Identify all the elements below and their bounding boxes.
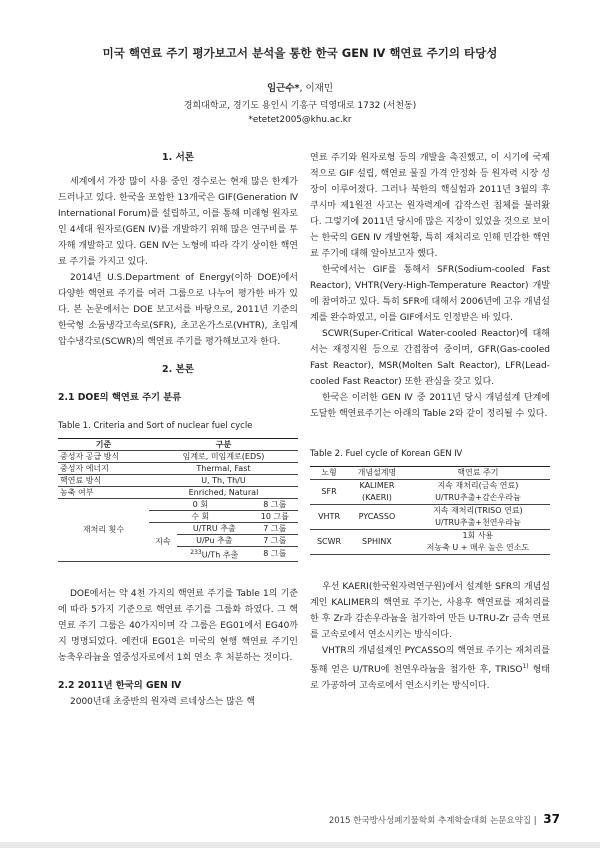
table2-cell: SFR	[310, 480, 348, 505]
paper-title: 미국 핵연료 주기 평가보고서 분석을 통한 한국 GEN Ⅳ 핵연료 주기의 타당성	[102, 46, 498, 60]
table1-cell: Enriched, Natural	[149, 487, 298, 499]
table1-cell: 8 그룹	[252, 547, 298, 562]
table2-header: 노형	[310, 467, 348, 480]
paragraph-right-1: 연료 주기와 원자로형 등의 개발을 촉진했고, 이 시기에 국제적으로 GIF 설립, 핵연료 물질 가격 안정화 등 원자력 시장 성장이 이루어졌다. 그러나 북한의 핵실험과 2011년 3월의 후쿠시마 제1원전 사고는 원자력계에 갑작스런 침체를 불러왔다. 그렇기에 2011년 당시에 많은 지장이 있었을 것으로 보이는 한국의 GEN Ⅳ 개발현황, 특히 재처리로 인해 민감한 핵연료 주기에 대해 알아보고자 했다.	[310, 153, 550, 259]
paragraph-intro-2: 2014년 U.S.Department of Energy(이하 DOE)에서 다양한 핵연료 주기를 여러 그룹으로 나누어 평가한 바가 있다. 본 논문에서는 DOE 보고서를 바탕으로, 2011년 기준의 한국형 소듐냉각고속로(SFR), 초고온가스로(VHTR), 초임계압수냉각로(SCWR)의 핵연료 주기를 평가해보고자 한다.	[58, 273, 298, 347]
table2-cell: 지속 재처리(TRISO 연료) U/TRU추출+천연우라늄	[406, 505, 550, 530]
table1-cell: 핵연료 방식	[58, 475, 149, 487]
table2-cell: 1회 사용 저농축 U + 매우 높은 연소도	[406, 530, 550, 555]
table-1	[58, 438, 298, 562]
heading-intro: 1. 서론	[162, 152, 194, 163]
page-number: 37	[543, 812, 560, 826]
paragraph-doe: DOE에서는 약 4천 가지의 핵연료 주기를 Table 1의 기준에 따라 5가지 기준으로 핵연료 주기를 그룹화 하였다. 그 핵연료 주기 그룹은 40가지이며 각 그룹은 EG01에서 EG40까지 명명되었다. 예컨대 EG01은 미국의 현행 핵연료 주기인 농축우라늄을 열중성자로에서 1회 연소 후 처분하는 것이다.	[58, 588, 298, 663]
footer-separator: |	[533, 816, 537, 826]
table1-cell: 중성자 에너지	[58, 463, 149, 475]
paragraph-intro-1: 세계에서 가장 많이 사용 중인 경수로는 현재 많은 한계가 드러나고 있다. 한국을 포함한 13개국은 GIF(Generation Ⅳ International Forum)를 설립하고, 이를 통해 미래형 원자로인 4세대 원자로(GEN Ⅳ)를 개발하기 위해 많은 연구비를 투자해 개발하고 있다. GEN Ⅳ는 노형에 따라 각기 상이한 핵연료 주기를 가지고 있다.	[58, 177, 298, 267]
table2-caption: Table 2. Fuel cycle of Korean GEN Ⅳ	[310, 449, 463, 459]
table1-header-sort: 구분	[149, 439, 298, 451]
table1-cell: 7 그룹	[252, 535, 298, 547]
table1-cell: 수 회	[149, 511, 252, 523]
table1-cell: $^{233}$U/Th 추출	[177, 547, 252, 562]
table1-header-criteria: 기준	[58, 439, 149, 451]
table1-cell: 10 그룹	[252, 511, 298, 523]
table1-cell: U/Pu 추출	[177, 535, 252, 547]
heading-2-1: 2.1 DOE의 핵연료 주기 분류	[58, 392, 182, 403]
table2-cell: SPHINX	[348, 530, 406, 555]
table1-cell: 임계로, 미임계로(EDS)	[149, 451, 298, 463]
heading-body: 2. 본론	[162, 364, 194, 375]
table1-cell: U/TRU 추출	[177, 523, 252, 535]
table2-header: 개념설계명	[348, 467, 406, 480]
left-column	[58, 150, 298, 710]
bottom-rule	[0, 842, 600, 848]
main-author: 임근수*	[266, 83, 300, 94]
footnote-marker: 1)	[522, 663, 529, 670]
footer-text: 2015 한국방사성폐기물학회 추계학술대회 논문요약집	[328, 816, 532, 826]
table2-cell: 지속 재처리(금속 연료) U/TRU추출+감손우라늄	[406, 480, 550, 505]
table2-header: 핵연료 주기	[406, 467, 550, 480]
table1-cell: U, Th, Th/U	[149, 475, 298, 487]
table2-cell: KALIMER (KAERI)	[348, 480, 406, 505]
table2-cell: VHTR	[310, 505, 348, 530]
heading-2-2: 2.2 2011년 한국의 GEN Ⅳ	[58, 679, 182, 691]
table1-cell: 지속	[149, 523, 177, 562]
table-2	[310, 466, 550, 555]
co-author: 이재민	[305, 83, 334, 94]
page-footer	[329, 812, 560, 826]
paragraph-right-6: VHTR의 개념설계인 PYCASSO의 핵연료 주기는 재처리를 통해 얻은 U/TRU에 천연우라늄을 첨가한 후, TRISO$^{1)}$ 형태로 가공하여 고속로에서 연소시키는 방식이다.	[310, 646, 550, 691]
table1-cell: Thermal, Fast	[149, 463, 298, 475]
table1-cell: 8 그룹	[252, 499, 298, 511]
paragraph-right-4: 한국은 이러한 GEN Ⅳ 중 2011년 당시 개념설계 단계에 도달한 핵연료주기는 아래의 Table 2와 같이 정리될 수 있다.	[310, 393, 550, 419]
table1-caption: Table 1. Criteria and Sort of nuclear fuel cycle	[58, 421, 253, 431]
paragraph-right-3: SCWR(Super-Critical Water-cooled Reactor)에 대해서는 재정지원 등으로 간접참여 중이며, GFR(Gas-cooled Fast Reactor), MSR(Molten Salt Reactor), LFR(Lead-cooled Fast Reactor) 또한 관심을 갖고 있다.	[310, 329, 550, 387]
paragraph-2-2: 2000년대 초중반의 원자력 르네상스는 많은 핵	[70, 696, 256, 707]
affiliation: 경희대학교, 경기도 용인시 기흥구 덕영대로 1732 (서천동)	[183, 101, 417, 111]
table1-cell: 중성자 공급 방식	[58, 451, 149, 463]
email: *etetet2005@khu.ac.kr	[248, 115, 352, 125]
paragraph-right-2: 한국에서는 GIF를 통해서 SFR(Sodium-cooled Fast Reactor), VHTR(Very-High-Temperature Reactor) 개발에 참여하고 있다. 특히 SFR에 대해서 2006년에 고유 개념설계를 완수하였고, 이를 GIF에서도 인정받은 바 있다.	[310, 265, 550, 323]
table1-cell: 0 회	[149, 499, 252, 511]
paragraph-right-5: 우선 KAERI(한국원자력연구원)에서 설계한 SFR의 개념설계인 KALIMER의 핵연료 주기는, 사용후 핵연료를 재처리를 한 후 Zr과 감손우라늄을 첨가하여 만든 U-TRU-Zr 금속 연료를 고속로에서 연소시키는 방식이다.	[310, 582, 550, 640]
authors: 임근수*, 이재민	[266, 83, 334, 94]
right-column	[310, 150, 550, 694]
table1-cell: 7 그룹	[252, 523, 298, 535]
table2-cell: SCWR	[310, 530, 348, 555]
table1-cell: 농축 여부	[58, 487, 149, 499]
table2-cell: PYCASSO	[348, 505, 406, 530]
table1-cell: 재처리 횟수	[58, 499, 149, 562]
